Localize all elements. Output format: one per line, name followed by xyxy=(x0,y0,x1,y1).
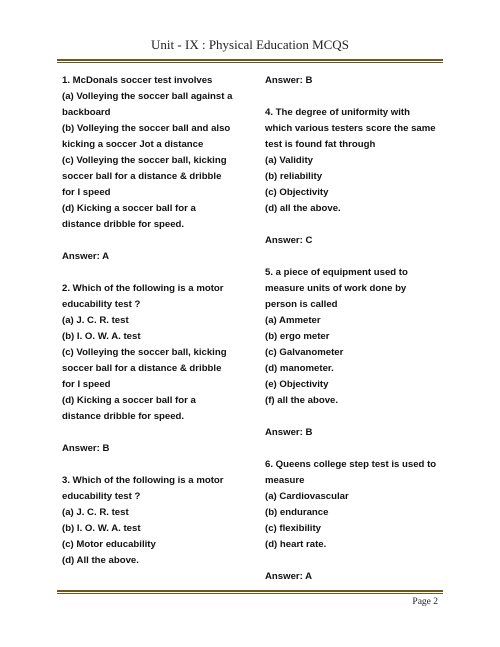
text-line: (a) Validity xyxy=(265,155,313,166)
page-number: Page 2 xyxy=(412,597,438,607)
text-line xyxy=(62,457,247,473)
text-line: measure xyxy=(265,475,305,486)
text-line: distance dribble for speed. xyxy=(62,219,185,230)
answer-line: Answer: B xyxy=(265,75,313,86)
text-line: (c) Volleying the soccer ball, kicking xyxy=(62,155,227,166)
text-line: person is called xyxy=(265,299,338,310)
answer-line: Answer: B xyxy=(62,443,110,454)
text-line: educability test ? xyxy=(62,491,141,502)
text-line: (b) endurance xyxy=(265,507,329,518)
text-line: 6. Queens college step test is used to xyxy=(265,459,437,470)
text-line xyxy=(265,441,450,457)
left-column xyxy=(62,73,247,569)
footer-rule-thin xyxy=(57,593,443,594)
text-line xyxy=(265,249,450,265)
answer-line: Answer: B xyxy=(265,427,313,438)
text-line: 1. McDonals soccer test involves xyxy=(62,75,213,86)
text-line: soccer ball for a distance & dribble xyxy=(62,363,222,374)
text-line: 5. a piece of equipment used to xyxy=(265,267,408,278)
text-line: (d) all the above. xyxy=(265,203,341,214)
text-line: (c) Motor educability xyxy=(62,539,156,550)
text-line: 3. Which of the following is a motor xyxy=(62,475,224,486)
answer-line: Answer: C xyxy=(265,235,313,246)
text-line xyxy=(265,553,450,569)
text-line: (a) Volleying the soccer ball against a xyxy=(62,91,233,102)
text-line: for I speed xyxy=(62,379,111,390)
text-line xyxy=(62,265,247,281)
text-line: educability test ? xyxy=(62,299,141,310)
text-line: (d) All the above. xyxy=(62,555,139,566)
text-line: (a) J. C. R. test xyxy=(62,507,129,518)
page-header-title: Unit - IX : Physical Education MCQS xyxy=(151,37,349,52)
header-rule xyxy=(57,59,443,61)
answer-line: Answer: A xyxy=(265,571,313,582)
text-line: kicking a soccer Jot a distance xyxy=(62,139,204,150)
text-line: (d) Kicking a soccer ball for a xyxy=(62,395,196,406)
text-line: (c) Volleying the soccer ball, kicking xyxy=(62,347,227,358)
text-line: which various testers score the same xyxy=(265,123,436,134)
text-line: (d) manometer. xyxy=(265,363,334,374)
text-line: (f) all the above. xyxy=(265,395,339,406)
text-line xyxy=(265,409,450,425)
text-line: backboard xyxy=(62,107,111,118)
text-line: (b) ergo meter xyxy=(265,331,330,342)
text-line xyxy=(265,89,450,105)
text-line: for I speed xyxy=(62,187,111,198)
text-line: (a) Ammeter xyxy=(265,315,321,326)
text-line: (b) I. O. W. A. test xyxy=(62,331,141,342)
text-line: (c) flexibility xyxy=(265,523,321,534)
footer-rule xyxy=(57,590,443,592)
answer-line: Answer: A xyxy=(62,251,110,262)
text-line: (d) heart rate. xyxy=(265,539,327,550)
text-line: 4. The degree of uniformity with xyxy=(265,107,410,118)
text-line: (a) Cardiovascular xyxy=(265,491,349,502)
text-line: measure units of work done by xyxy=(265,283,407,294)
text-line: (c) Galvanometer xyxy=(265,347,344,358)
text-line xyxy=(265,217,450,233)
text-line: distance dribble for speed. xyxy=(62,411,185,422)
text-line: (a) J. C. R. test xyxy=(62,315,129,326)
text-line: (b) reliability xyxy=(265,171,323,182)
text-line: soccer ball for a distance & dribble xyxy=(62,171,222,182)
text-line: 2. Which of the following is a motor xyxy=(62,283,224,294)
text-line: (b) I. O. W. A. test xyxy=(62,523,141,534)
text-line: (e) Objectivity xyxy=(265,379,329,390)
text-line: (c) Objectivity xyxy=(265,187,329,198)
text-line: (d) Kicking a soccer ball for a xyxy=(62,203,196,214)
header-rule-thin xyxy=(57,62,443,63)
right-column xyxy=(265,73,450,585)
text-line xyxy=(62,233,247,249)
text-line xyxy=(62,425,247,441)
text-line: (b) Volleying the soccer ball and also xyxy=(62,123,231,134)
text-line: test is found fat through xyxy=(265,139,376,150)
